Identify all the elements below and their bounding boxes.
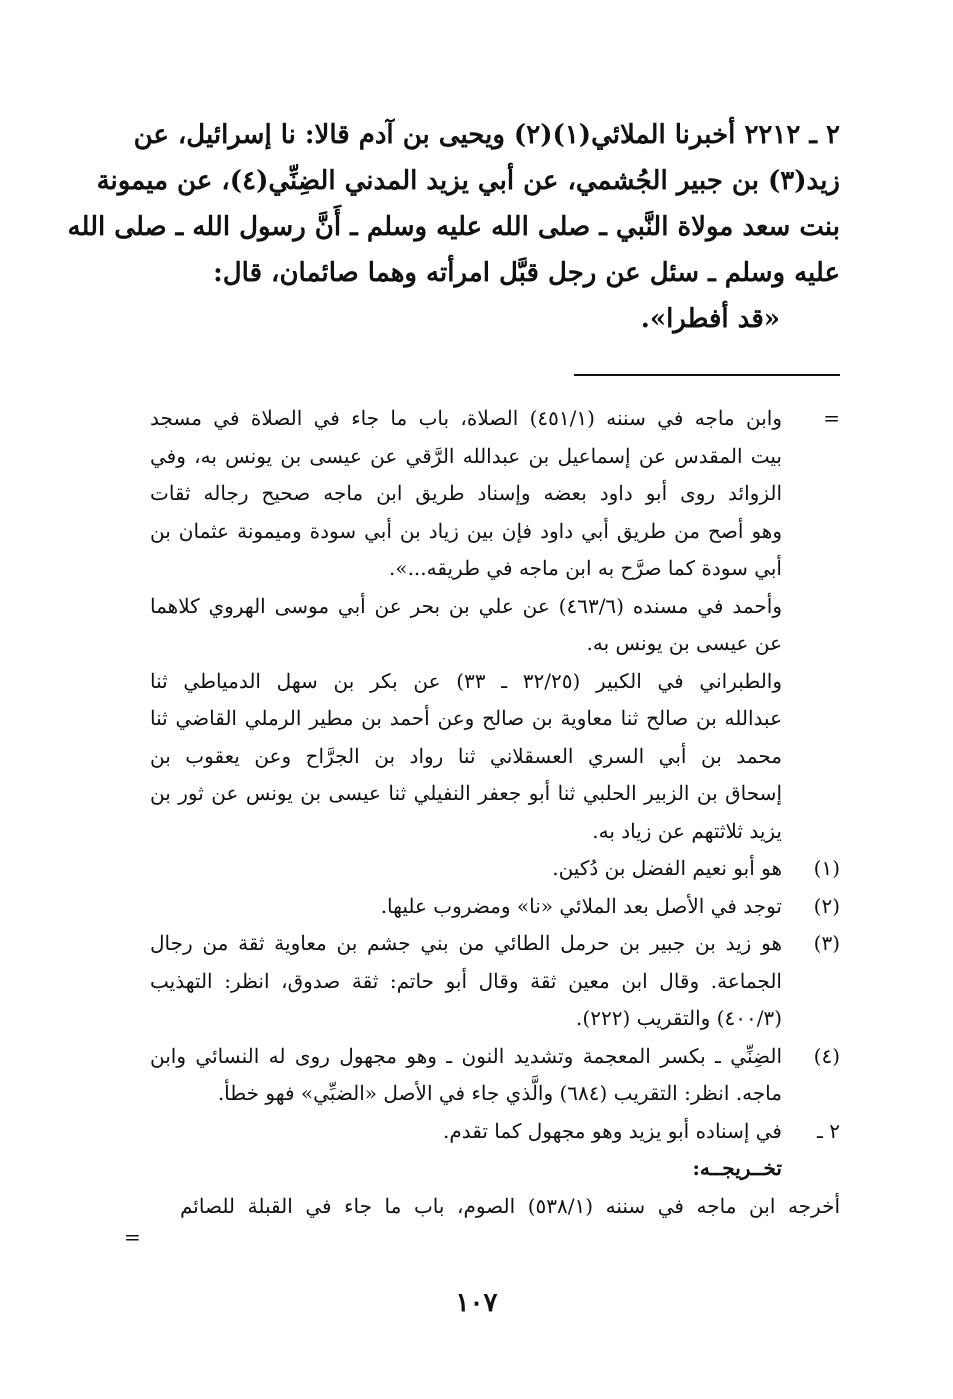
note-line: الضِنِّي ـ بكسر المعجمة وتشديد النون ـ وهو مجهول روى له النسائي وابن [150, 1043, 782, 1068]
takhrij-heading: تخــريجــه: [692, 1156, 782, 1180]
continuation-marker: = [124, 1225, 141, 1249]
note-marker: (١) [813, 856, 840, 880]
hadith-line: ٢ ـ ٢٢١٢ أخبرنا الملائي(١)(٢) ويحيى بن آدم قالا: نا إسرائيل، عن [133, 120, 840, 150]
hadith-quote: «قد أفطرا». [640, 304, 780, 334]
note-line: وابن ماجه في سننه (٤٥١/١) الصلاة، باب ما جاء في الصلاة في مسجد [150, 406, 782, 430]
note-marker: (٢) [813, 893, 840, 918]
note-line: بيت المقدس عن إسماعيل بن عبدالله الرَّقي عن عيسى بن يونس به، وفي [150, 443, 782, 468]
hadith-line: بنت سعد مولاة النَّبي ـ صلى الله عليه وسلم ـ أَنَّ رسول الله ـ صلى الله [67, 212, 840, 242]
hadith-line: زيد(٣) بن جبير الجُشمي، عن أبي يزيد المدني الضِنِّي(٤)، عن ميمونة [96, 166, 840, 196]
note-line: هو زيد بن جبير بن حرمل الطائي من بني جشم بن معاوية ثقة من رجال [150, 931, 782, 955]
note-line: عن عيسى بن يونس به. [586, 631, 782, 655]
note-line: توجد في الأصل بعد الملائي «نا» ومضروب عليها. [380, 893, 782, 918]
note-line: محمد بن أبي السري العسقلاني ثنا رواد بن الجرَّاح وعن يعقوب بن [150, 743, 782, 768]
note-line: في إسناده أبو يزيد وهو مجهول كما تقدم. [442, 1118, 782, 1143]
note-line: ماجه. انظر: التقريب (٦٨٤) والَّذي جاء في الأصل «الضبِّي» فهو خطأ. [217, 1081, 782, 1105]
note-line: يزيد ثلاثتهم عن زياد به. [592, 818, 782, 843]
note-marker: (٣) [813, 931, 840, 955]
note-line: أخرجه ابن ماجه في سننه (٥٣٨/١) الصوم، باب ما جاء في القبلة للصائم [180, 1193, 840, 1218]
hadith-line: عليه وسلم ـ سئل عن رجل قبَّل امرأته وهما صائمان، قال: [213, 258, 840, 288]
note-line: أبي سودة كما صرَّح به ابن ماجه في طريقه...». [388, 556, 782, 580]
note-marker: (٤) [813, 1043, 840, 1068]
note-line: عبدالله بن صالح ثنا معاوية بن صالح وعن أحمد بن مطير الرملي القاضي ثنا [150, 706, 782, 730]
note-line: هو أبو نعيم الفضل بن دُكين. [552, 856, 782, 880]
note-line: وهو أصح من طريق أبي داود فإن بين زياد بن أبي سودة وميمونة عثمان بن [150, 518, 782, 543]
page-number: ١٠٧ [455, 1288, 498, 1318]
note-line: إسحاق بن الزبير الحلبي ثنا أبو جعفر النفيلي ثنا عيسى بن يونس عن ثور بن [150, 781, 782, 805]
note-marker: ٢ ـ [817, 1118, 840, 1143]
note-marker: = [823, 406, 840, 430]
note-line: الزوائد روى أبو داود بعضه وإسناد طريق ابن ماجه صحيح رجاله ثقات [150, 481, 782, 505]
footnote-separator [574, 374, 840, 376]
note-line: الجماعة. وقال ابن معين ثقة وقال أبو حاتم: ثقة صدوق، انظر: التهذيب [150, 968, 782, 993]
note-line: والطبراني في الكبير (٣٢/٢٥ ـ ٣٣) عن بكر بن سهل الدمياطي ثنا [150, 668, 782, 693]
note-line: (٤٠٠/٣) والتقريب (٢٢٢). [576, 1006, 782, 1030]
footnotes [150, 400, 840, 1225]
hadith-text [67, 112, 840, 342]
note-line: وأحمد في مسنده (٤٦٣/٦) عن علي بن بحر عن أبي موسى الهروي كلاهما [150, 593, 782, 618]
